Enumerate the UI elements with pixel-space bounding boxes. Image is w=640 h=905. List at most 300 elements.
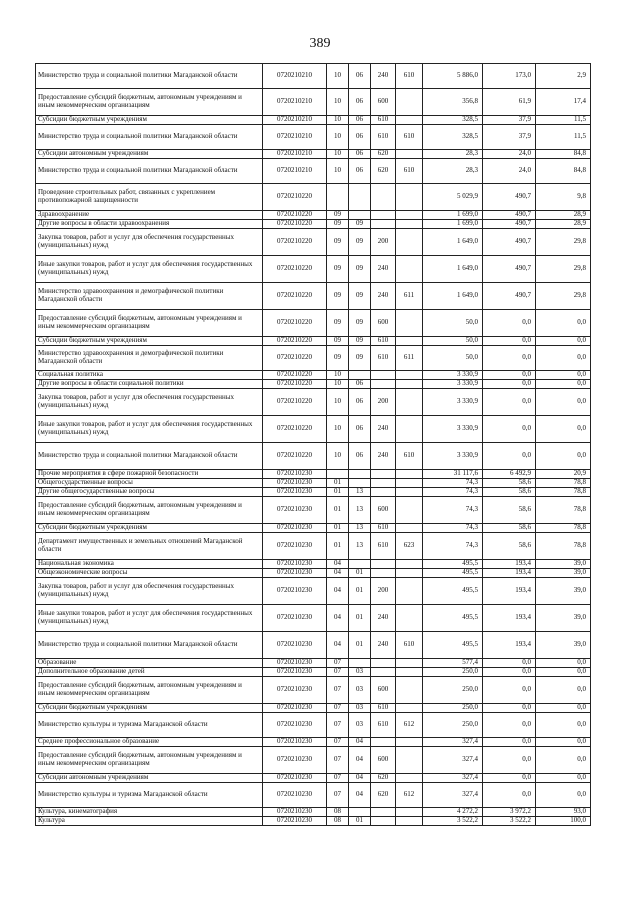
table-row — [36, 125, 591, 150]
row-expense-type — [371, 488, 396, 497]
row-actual-value: 0,0 — [483, 346, 536, 371]
row-expense-type: 240 — [371, 605, 396, 632]
row-subsection: 06 — [349, 150, 371, 159]
row-name: Предоставление субсидий бюджетным, автономным учреждениям и иным некоммерческим организациям — [36, 497, 263, 524]
row-target-code: 0720210230 — [263, 668, 327, 677]
row-name: Социальная политика — [36, 371, 263, 380]
row-percent: 39,0 — [536, 578, 591, 605]
row-section: 04 — [327, 632, 349, 659]
row-percent: 0,0 — [536, 738, 591, 747]
row-administrator — [396, 89, 423, 116]
row-subsection: 03 — [349, 668, 371, 677]
row-expense-type — [371, 817, 396, 826]
row-name: Иные закупки товаров, работ и услуг для обеспечения государственных (муниципальных) нужд — [36, 605, 263, 632]
row-actual-value: 490,7 — [483, 229, 536, 256]
row-expense-type — [371, 371, 396, 380]
row-administrator — [396, 569, 423, 578]
row-actual-value: 0,0 — [483, 380, 536, 389]
row-target-code: 0720210230 — [263, 578, 327, 605]
row-plan-value: 327,4 — [423, 783, 483, 808]
table-row — [36, 184, 591, 211]
table-row — [36, 747, 591, 774]
row-subsection: 03 — [349, 704, 371, 713]
row-section: 10 — [327, 64, 349, 89]
row-expense-type: 610 — [371, 533, 396, 560]
row-subsection — [349, 659, 371, 668]
row-expense-type: 200 — [371, 578, 396, 605]
row-name: Другие общегосударственные вопросы — [36, 488, 263, 497]
row-subsection: 13 — [349, 488, 371, 497]
row-expense-type — [371, 470, 396, 479]
table-row — [36, 310, 591, 337]
row-name: Департамент имущественных и земельных отношений Магаданской области — [36, 533, 263, 560]
table-row — [36, 677, 591, 704]
row-actual-value: 193,4 — [483, 569, 536, 578]
row-percent: 0,0 — [536, 704, 591, 713]
row-actual-value: 0,0 — [483, 704, 536, 713]
row-target-code: 0720210230 — [263, 488, 327, 497]
row-administrator — [396, 668, 423, 677]
row-administrator — [396, 659, 423, 668]
row-plan-value: 250,0 — [423, 668, 483, 677]
row-section: 09 — [327, 310, 349, 337]
row-plan-value: 50,0 — [423, 337, 483, 346]
row-actual-value: 0,0 — [483, 677, 536, 704]
row-name: Субсидии автономным учреждениям — [36, 774, 263, 783]
row-subsection: 06 — [349, 380, 371, 389]
row-subsection: 03 — [349, 677, 371, 704]
table-row — [36, 668, 591, 677]
table-row — [36, 443, 591, 470]
row-expense-type: 600 — [371, 89, 396, 116]
row-section: 01 — [327, 488, 349, 497]
row-actual-value: 0,0 — [483, 659, 536, 668]
row-administrator — [396, 578, 423, 605]
table-row — [36, 116, 591, 125]
row-section: 08 — [327, 817, 349, 826]
row-name: Министерство труда и социальной политики Магаданской области — [36, 125, 263, 150]
row-name: Общегосударственные вопросы — [36, 479, 263, 488]
row-subsection — [349, 184, 371, 211]
table-row — [36, 416, 591, 443]
row-administrator — [396, 256, 423, 283]
row-expense-type: 600 — [371, 497, 396, 524]
row-administrator: 610 — [396, 159, 423, 184]
row-expense-type: 610 — [371, 337, 396, 346]
row-expense-type: 240 — [371, 416, 396, 443]
row-target-code: 0720210210 — [263, 159, 327, 184]
row-actual-value: 0,0 — [483, 738, 536, 747]
row-plan-value: 74,3 — [423, 533, 483, 560]
table-row — [36, 738, 591, 747]
row-plan-value: 356,8 — [423, 89, 483, 116]
table-row — [36, 605, 591, 632]
row-plan-value: 495,5 — [423, 569, 483, 578]
row-plan-value: 50,0 — [423, 346, 483, 371]
row-target-code: 0720210230 — [263, 605, 327, 632]
row-administrator — [396, 817, 423, 826]
row-section: 07 — [327, 738, 349, 747]
row-plan-value: 5 886,0 — [423, 64, 483, 89]
row-administrator — [396, 416, 423, 443]
table-row — [36, 470, 591, 479]
row-percent: 78,8 — [536, 533, 591, 560]
row-name: Другие вопросы в области социальной политики — [36, 380, 263, 389]
row-target-code: 0720210220 — [263, 443, 327, 470]
row-section: 10 — [327, 125, 349, 150]
row-administrator: 611 — [396, 283, 423, 310]
row-expense-type: 600 — [371, 310, 396, 337]
row-name: Общеэкономические вопросы — [36, 569, 263, 578]
row-percent: 29,8 — [536, 256, 591, 283]
row-plan-value: 28,3 — [423, 159, 483, 184]
row-target-code: 0720210220 — [263, 184, 327, 211]
row-name: Закупка товаров, работ и услуг для обеспечения государственных (муниципальных) нужд — [36, 578, 263, 605]
row-actual-value: 490,7 — [483, 256, 536, 283]
row-section: 04 — [327, 560, 349, 569]
row-section: 09 — [327, 346, 349, 371]
row-target-code: 0720210230 — [263, 533, 327, 560]
row-target-code: 0720210220 — [263, 310, 327, 337]
row-administrator — [396, 371, 423, 380]
row-administrator: 610 — [396, 64, 423, 89]
row-expense-type — [371, 211, 396, 220]
row-subsection — [349, 560, 371, 569]
row-subsection — [349, 808, 371, 817]
row-target-code: 0720210230 — [263, 677, 327, 704]
row-section: 09 — [327, 229, 349, 256]
row-target-code: 0720210210 — [263, 64, 327, 89]
row-actual-value: 24,0 — [483, 159, 536, 184]
row-administrator: 612 — [396, 783, 423, 808]
row-subsection: 13 — [349, 533, 371, 560]
row-target-code: 0720210230 — [263, 713, 327, 738]
page-number: 389 — [309, 36, 331, 51]
row-percent: 9,8 — [536, 184, 591, 211]
row-plan-value: 327,4 — [423, 738, 483, 747]
row-name: Предоставление субсидий бюджетным, автономным учреждениям и иным некоммерческим организациям — [36, 747, 263, 774]
row-administrator — [396, 774, 423, 783]
row-expense-type: 610 — [371, 704, 396, 713]
row-name: Министерство труда и социальной политики Магаданской области — [36, 64, 263, 89]
row-percent: 11,5 — [536, 116, 591, 125]
row-expense-type: 610 — [371, 346, 396, 371]
row-target-code: 0720210230 — [263, 704, 327, 713]
row-subsection: 09 — [349, 337, 371, 346]
row-percent: 29,8 — [536, 283, 591, 310]
row-subsection: 09 — [349, 310, 371, 337]
row-subsection — [349, 211, 371, 220]
row-administrator: 610 — [396, 632, 423, 659]
table-row — [36, 371, 591, 380]
row-plan-value: 250,0 — [423, 704, 483, 713]
row-actual-value: 0,0 — [483, 416, 536, 443]
row-plan-value: 495,5 — [423, 605, 483, 632]
row-subsection: 06 — [349, 64, 371, 89]
row-section: 10 — [327, 389, 349, 416]
row-target-code: 0720210220 — [263, 371, 327, 380]
row-administrator — [396, 605, 423, 632]
row-percent: 28,9 — [536, 211, 591, 220]
row-administrator — [396, 220, 423, 229]
row-percent: 0,0 — [536, 668, 591, 677]
row-percent: 39,0 — [536, 632, 591, 659]
row-expense-type — [371, 479, 396, 488]
row-percent: 78,8 — [536, 479, 591, 488]
row-actual-value: 0,0 — [483, 747, 536, 774]
row-percent: 0,0 — [536, 380, 591, 389]
row-actual-value: 193,4 — [483, 578, 536, 605]
row-target-code: 0720210230 — [263, 659, 327, 668]
row-actual-value: 37,9 — [483, 125, 536, 150]
row-administrator: 612 — [396, 713, 423, 738]
row-target-code: 0720210220 — [263, 283, 327, 310]
row-target-code: 0720210220 — [263, 256, 327, 283]
row-percent: 78,8 — [536, 524, 591, 533]
table-row — [36, 346, 591, 371]
row-actual-value: 490,7 — [483, 211, 536, 220]
row-percent: 39,0 — [536, 569, 591, 578]
row-section: 10 — [327, 116, 349, 125]
table-row — [36, 560, 591, 569]
row-name: Предоставление субсидий бюджетным, автономным учреждениям и иным некоммерческим организациям — [36, 677, 263, 704]
row-plan-value: 31 117,6 — [423, 470, 483, 479]
row-percent: 17,4 — [536, 89, 591, 116]
row-actual-value: 0,0 — [483, 443, 536, 470]
row-plan-value: 74,3 — [423, 524, 483, 533]
row-section: 04 — [327, 569, 349, 578]
row-subsection: 01 — [349, 632, 371, 659]
row-actual-value: 24,0 — [483, 150, 536, 159]
row-administrator — [396, 380, 423, 389]
row-percent: 0,0 — [536, 659, 591, 668]
row-percent: 0,0 — [536, 310, 591, 337]
row-section: 07 — [327, 704, 349, 713]
row-actual-value: 490,7 — [483, 184, 536, 211]
row-target-code: 0720210230 — [263, 817, 327, 826]
row-target-code: 0720210230 — [263, 632, 327, 659]
row-plan-value: 50,0 — [423, 310, 483, 337]
row-section: 07 — [327, 713, 349, 738]
row-administrator — [396, 470, 423, 479]
row-plan-value: 4 272,2 — [423, 808, 483, 817]
row-section: 07 — [327, 774, 349, 783]
row-target-code: 0720210230 — [263, 560, 327, 569]
row-plan-value: 74,3 — [423, 479, 483, 488]
row-section: 08 — [327, 808, 349, 817]
row-actual-value: 0,0 — [483, 713, 536, 738]
row-subsection: 01 — [349, 569, 371, 578]
row-expense-type: 620 — [371, 774, 396, 783]
row-name: Прочие мероприятия в сфере пожарной безопасности — [36, 470, 263, 479]
row-percent: 20,9 — [536, 470, 591, 479]
row-percent: 84,8 — [536, 159, 591, 184]
row-expense-type: 620 — [371, 783, 396, 808]
row-target-code: 0720210230 — [263, 497, 327, 524]
row-subsection: 04 — [349, 747, 371, 774]
row-expense-type: 200 — [371, 389, 396, 416]
row-expense-type: 240 — [371, 632, 396, 659]
row-administrator — [396, 479, 423, 488]
row-percent: 0,0 — [536, 416, 591, 443]
row-subsection: 01 — [349, 578, 371, 605]
row-target-code: 0720210230 — [263, 774, 327, 783]
row-administrator — [396, 704, 423, 713]
row-section: 10 — [327, 443, 349, 470]
row-section: 09 — [327, 337, 349, 346]
row-target-code: 0720210230 — [263, 479, 327, 488]
row-name: Предоставление субсидий бюджетным, автономным учреждениям и иным некоммерческим организациям — [36, 89, 263, 116]
table-row — [36, 211, 591, 220]
row-plan-value: 250,0 — [423, 713, 483, 738]
row-percent: 100,0 — [536, 817, 591, 826]
row-plan-value: 495,5 — [423, 560, 483, 569]
row-plan-value: 1 699,0 — [423, 220, 483, 229]
row-subsection: 06 — [349, 89, 371, 116]
table-row — [36, 659, 591, 668]
row-actual-value: 37,9 — [483, 116, 536, 125]
row-section: 10 — [327, 380, 349, 389]
row-expense-type: 240 — [371, 443, 396, 470]
row-section: 07 — [327, 668, 349, 677]
table-row — [36, 380, 591, 389]
row-target-code: 0720210210 — [263, 89, 327, 116]
row-target-code: 0720210230 — [263, 783, 327, 808]
row-actual-value: 61,9 — [483, 89, 536, 116]
row-subsection: 04 — [349, 783, 371, 808]
row-section: 10 — [327, 150, 349, 159]
table-row — [36, 632, 591, 659]
row-plan-value: 28,3 — [423, 150, 483, 159]
row-name: Дополнительное образование детей — [36, 668, 263, 677]
row-section: 10 — [327, 89, 349, 116]
row-subsection: 01 — [349, 605, 371, 632]
row-plan-value: 1 699,0 — [423, 211, 483, 220]
budget-table-body — [36, 64, 591, 826]
row-name: Культура — [36, 817, 263, 826]
row-actual-value: 173,0 — [483, 64, 536, 89]
row-section: 04 — [327, 578, 349, 605]
row-subsection: 06 — [349, 443, 371, 470]
row-subsection: 03 — [349, 713, 371, 738]
row-target-code: 0720210230 — [263, 470, 327, 479]
row-plan-value: 74,3 — [423, 488, 483, 497]
row-subsection: 06 — [349, 116, 371, 125]
row-plan-value: 3 330,9 — [423, 371, 483, 380]
row-administrator — [396, 211, 423, 220]
row-section: 01 — [327, 533, 349, 560]
row-subsection: 01 — [349, 817, 371, 826]
row-percent: 93,0 — [536, 808, 591, 817]
row-plan-value: 3 330,9 — [423, 443, 483, 470]
table-row — [36, 488, 591, 497]
row-target-code: 0720210220 — [263, 380, 327, 389]
table-row — [36, 569, 591, 578]
row-administrator: 623 — [396, 533, 423, 560]
row-actual-value: 193,4 — [483, 605, 536, 632]
row-percent: 2,9 — [536, 64, 591, 89]
row-target-code: 0720210230 — [263, 569, 327, 578]
row-plan-value: 3 330,9 — [423, 380, 483, 389]
table-row — [36, 64, 591, 89]
row-administrator: 611 — [396, 346, 423, 371]
row-section: 09 — [327, 211, 349, 220]
row-percent: 0,0 — [536, 389, 591, 416]
row-name: Министерство культуры и туризма Магаданской области — [36, 783, 263, 808]
row-percent: 0,0 — [536, 443, 591, 470]
row-plan-value: 328,5 — [423, 125, 483, 150]
row-name: Субсидии автономным учреждениям — [36, 150, 263, 159]
row-subsection: 06 — [349, 159, 371, 184]
row-subsection: 09 — [349, 283, 371, 310]
row-actual-value: 58,6 — [483, 533, 536, 560]
row-percent: 0,0 — [536, 337, 591, 346]
row-plan-value: 495,5 — [423, 578, 483, 605]
row-name: Субсидии бюджетным учреждениям — [36, 524, 263, 533]
row-name: Министерство труда и социальной политики Магаданской области — [36, 632, 263, 659]
row-section: 07 — [327, 659, 349, 668]
row-administrator — [396, 747, 423, 774]
row-percent: 11,5 — [536, 125, 591, 150]
row-percent: 0,0 — [536, 346, 591, 371]
row-section: 10 — [327, 416, 349, 443]
row-name: Другие вопросы в области здравоохранения — [36, 220, 263, 229]
row-administrator — [396, 184, 423, 211]
row-plan-value: 327,4 — [423, 774, 483, 783]
row-administrator — [396, 808, 423, 817]
table-row — [36, 774, 591, 783]
row-actual-value: 58,6 — [483, 497, 536, 524]
row-administrator — [396, 677, 423, 704]
row-plan-value: 3 522,2 — [423, 817, 483, 826]
row-percent: 78,8 — [536, 488, 591, 497]
row-actual-value: 0,0 — [483, 668, 536, 677]
row-administrator — [396, 310, 423, 337]
row-actual-value: 3 972,2 — [483, 808, 536, 817]
row-actual-value: 0,0 — [483, 337, 536, 346]
row-plan-value: 495,5 — [423, 632, 483, 659]
row-section: 07 — [327, 783, 349, 808]
row-actual-value: 0,0 — [483, 310, 536, 337]
row-expense-type: 240 — [371, 283, 396, 310]
row-target-code: 0720210220 — [263, 220, 327, 229]
row-plan-value: 328,5 — [423, 116, 483, 125]
row-plan-value: 1 649,0 — [423, 283, 483, 310]
row-plan-value: 3 330,9 — [423, 389, 483, 416]
row-expense-type: 610 — [371, 524, 396, 533]
row-name: Министерство труда и социальной политики Магаданской области — [36, 159, 263, 184]
table-row — [36, 497, 591, 524]
row-target-code: 0720210220 — [263, 211, 327, 220]
row-actual-value: 58,6 — [483, 488, 536, 497]
row-name: Субсидии бюджетным учреждениям — [36, 116, 263, 125]
row-subsection — [349, 479, 371, 488]
row-section: 01 — [327, 497, 349, 524]
row-name: Иные закупки товаров, работ и услуг для обеспечения государственных (муниципальных) нужд — [36, 256, 263, 283]
row-subsection: 06 — [349, 416, 371, 443]
row-name: Культура, кинематография — [36, 808, 263, 817]
row-actual-value: 58,6 — [483, 524, 536, 533]
row-administrator — [396, 150, 423, 159]
row-subsection: 09 — [349, 256, 371, 283]
table-row — [36, 817, 591, 826]
table-row — [36, 704, 591, 713]
row-name: Иные закупки товаров, работ и услуг для обеспечения государственных (муниципальных) нужд — [36, 416, 263, 443]
row-name: Здравоохранение — [36, 211, 263, 220]
row-plan-value: 250,0 — [423, 677, 483, 704]
row-administrator — [396, 524, 423, 533]
row-plan-value: 3 330,9 — [423, 416, 483, 443]
